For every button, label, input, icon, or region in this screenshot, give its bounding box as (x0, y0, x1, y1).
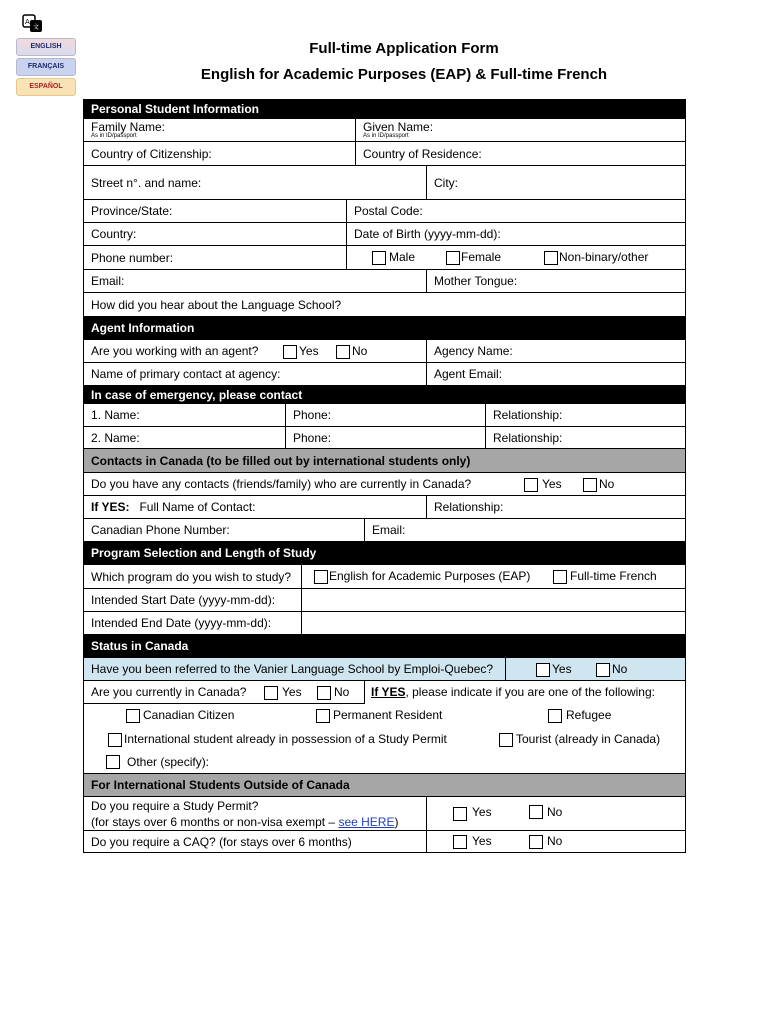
contact-relationship-field[interactable]: Relationship: (426, 496, 685, 518)
section-header-status: Status in Canada (84, 634, 685, 657)
caq-no-checkbox[interactable] (529, 835, 543, 849)
study-permit-question: Do you require a Study Permit? (for stays over 6 months or non-visa exempt – see HERE) (91, 798, 399, 829)
in-canada-yes-checkbox[interactable] (264, 686, 278, 700)
country-field[interactable]: Country: (91, 227, 137, 241)
contacts-yes-label: Yes (542, 477, 562, 491)
agent-email-field[interactable]: Agent Email: (426, 363, 685, 385)
study-permit-no-label: No (547, 805, 563, 819)
language-spanish[interactable]: ESPAÑOL (16, 78, 76, 96)
study-permit-yes-label: Yes (472, 805, 492, 819)
tourist-checkbox[interactable] (499, 733, 513, 747)
agent-no-label: No (352, 344, 368, 358)
nonbinary-label: Non-binary/other (559, 250, 649, 264)
section-header-contacts: Contacts in Canada (to be filled out by international students only) (84, 448, 685, 472)
primary-contact-field[interactable]: Name of primary contact at agency: (91, 367, 281, 381)
referred-yes-label: Yes (552, 662, 572, 676)
postal-code-field[interactable]: Postal Code: (346, 200, 685, 222)
study-permit-no-checkbox[interactable] (529, 805, 543, 819)
province-field[interactable]: Province/State: (91, 204, 173, 218)
caq-question: Do you require a CAQ? (for stays over 6 months) (91, 834, 352, 849)
section-header-program: Program Selection and Length of Study (84, 541, 685, 564)
nonbinary-checkbox[interactable] (544, 251, 558, 265)
logo-icon (22, 14, 44, 34)
given-name-field[interactable]: Given Name: As in ID/passport (355, 119, 685, 141)
dob-field[interactable]: Date of Birth (yyyy-mm-dd): (346, 223, 685, 245)
end-date-label: Intended End Date (yyyy-mm-dd): (91, 616, 272, 630)
contacts-yes-checkbox[interactable] (524, 478, 538, 492)
status-details (84, 680, 685, 773)
intl-student-label: International student already in possession of a Study Permit (124, 732, 447, 746)
contacts-no-label: No (599, 477, 615, 491)
phone-field[interactable]: Phone number: (91, 250, 174, 265)
mother-tongue-field[interactable]: Mother Tongue: (426, 270, 685, 292)
referred-no-label: No (612, 662, 628, 676)
male-checkbox[interactable] (372, 251, 386, 265)
study-permit-yes-checkbox[interactable] (453, 807, 467, 821)
tourist-label: Tourist (already in Canada) (516, 732, 661, 746)
citizen-label: Canadian Citizen (143, 708, 235, 722)
city-field[interactable]: City: (426, 166, 685, 199)
citizen-checkbox[interactable] (126, 709, 140, 723)
in-canada-question: Are you currently in Canada? (91, 685, 247, 699)
female-label: Female (461, 250, 502, 264)
refugee-checkbox[interactable] (548, 709, 562, 723)
street-field[interactable]: Street n°. and name: (91, 175, 202, 190)
section-header-outside: For International Students Outside of Canada (84, 773, 685, 796)
emergency-phone-1[interactable]: Phone: (285, 404, 485, 426)
emergency-name-1[interactable]: 1. Name: (91, 408, 140, 422)
section-header-personal: Personal Student Information (84, 100, 685, 118)
in-canada-yes-label: Yes (282, 685, 302, 699)
french-label: Full-time French (570, 569, 657, 583)
contacts-no-checkbox[interactable] (583, 478, 597, 492)
in-canada-no-checkbox[interactable] (317, 686, 331, 700)
program-question: Which program do you wish to study? (91, 569, 292, 584)
language-english[interactable]: ENGLISH (16, 38, 76, 56)
french-checkbox[interactable] (553, 570, 567, 584)
permanent-resident-label: Permanent Resident (333, 708, 443, 722)
contact-full-name-field[interactable]: If YES: Full Name of Contact: (91, 500, 256, 514)
emergency-relationship-1[interactable]: Relationship: (485, 404, 685, 426)
status-instruction: If YES, please indicate if you are one of the following: (371, 685, 655, 699)
emergency-phone-2[interactable]: Phone: (285, 427, 485, 448)
country-residence-field[interactable]: Country of Residence: (355, 142, 685, 165)
form-subtitle: English for Academic Purposes (EAP) & Full-time French (200, 66, 608, 83)
start-date-field[interactable] (301, 589, 685, 611)
eap-checkbox[interactable] (314, 570, 328, 584)
other-label: Other (specify): (127, 755, 210, 769)
permanent-resident-checkbox[interactable] (316, 709, 330, 723)
referred-yes-checkbox[interactable] (536, 663, 550, 677)
form-title: Full-time Application Form (309, 40, 499, 57)
contacts-question: Do you have any contacts (friends/family) who are currently in Canada? (91, 477, 472, 491)
hear-about-field[interactable]: How did you hear about the Language School? (91, 297, 342, 312)
other-checkbox[interactable] (106, 755, 120, 769)
agent-no-checkbox[interactable] (336, 345, 350, 359)
country-citizenship-field[interactable]: Country of Citizenship: (91, 146, 212, 161)
language-french[interactable]: FRANÇAIS (16, 58, 76, 76)
female-checkbox[interactable] (446, 251, 460, 265)
referred-no-checkbox[interactable] (596, 663, 610, 677)
section-header-emergency: In case of emergency, please contact (84, 385, 685, 403)
referred-options (505, 658, 685, 680)
agent-question: Are you working with an agent? (91, 344, 259, 358)
intl-student-checkbox[interactable] (108, 733, 122, 747)
section-header-agent: Agent Information (84, 316, 685, 339)
canadian-phone-field[interactable]: Canadian Phone Number: (91, 523, 230, 537)
referred-question: Have you been referred to the Vanier Language School by Emploi-Quebec? (91, 662, 494, 676)
agency-name-field[interactable]: Agency Name: (426, 340, 685, 362)
emergency-name-2[interactable]: 2. Name: (91, 430, 140, 445)
family-name-field[interactable]: Family Name: As in ID/passport (91, 120, 166, 139)
end-date-field[interactable] (301, 612, 685, 634)
email-field[interactable]: Email: (91, 274, 125, 288)
emergency-relationship-2[interactable]: Relationship: (485, 427, 685, 448)
caq-yes-label: Yes (472, 834, 492, 848)
svg-text:文: 文 (33, 24, 40, 31)
in-canada-no-label: No (334, 685, 350, 699)
caq-yes-checkbox[interactable] (453, 835, 467, 849)
start-date-label: Intended Start Date (yyyy-mm-dd): (91, 593, 276, 607)
agent-yes-label: Yes (299, 344, 319, 358)
contact-email-field[interactable]: Email: (364, 519, 685, 541)
application-form (83, 99, 686, 853)
male-label: Male (389, 250, 416, 264)
caq-no-label: No (547, 834, 563, 848)
eap-label: English for Academic Purposes (EAP) (329, 569, 531, 583)
agent-yes-checkbox[interactable] (283, 345, 297, 359)
svg-text:A: A (25, 18, 30, 26)
see-here-link[interactable]: see HERE (338, 814, 395, 829)
refugee-label: Refugee (566, 708, 612, 722)
